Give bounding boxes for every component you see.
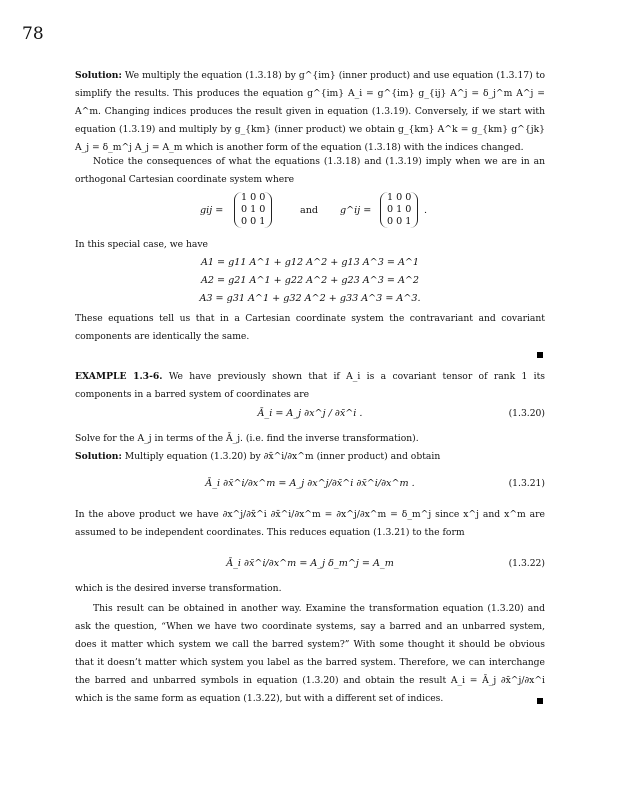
notice-paragraph: Notice the consequences of what the equations (1.3.18) and (1.3.19) imply when we are in an orthogonal Cartesian coordinate system where <box>75 156 545 185</box>
solution-paragraph-1 <box>75 67 545 157</box>
metric-period: . <box>424 205 428 216</box>
equation-number: (1.3.22) <box>508 558 545 569</box>
special-case-text: In this special case, we have <box>75 239 208 250</box>
above-product-paragraph: In the above product we have ∂x^j/∂x̄^i ∂x̄^i/∂x^m = ∂x^j/∂x^m = δ_m^j since x^j and x^m are assumed to be independent coordinates. This reduces equation (1.3.21) to the form <box>75 509 545 538</box>
solution-text-2: Multiply equation (1.3.20) by ∂x̄^i/∂x^m (inner product) and obtain <box>124 451 441 462</box>
page-number: 78 <box>22 24 44 44</box>
qed-mark <box>537 352 543 358</box>
and-word: and <box>300 205 319 216</box>
solution-label: Solution: <box>75 70 122 81</box>
alternative-derivation-paragraph: This result can be obtained in another way. Examine the transformation equation (1.3.20) and ask the question, “When we have two coordinate systems, say a barred and an unbarred system, does it matter which system we call the barred system?” With some thought it should be obvious that it doesn’t matter which system you label as the barred system. Therefore, we can interchange the barred and unbarred symbols in equation (1.3.20) and obtain the result A_i = Ā_j ∂x̄^j/∂x^i which is the same form as equation (1.3.22), but with a different set of indices. <box>75 603 545 704</box>
desired-inverse-text: which is the desired inverse transformation. <box>75 583 282 594</box>
equation-body: Ā_i ∂x̄^i/∂x^m = A_j δ_m^j = A_m <box>226 558 394 569</box>
metric-lhs-lower: gij = <box>200 205 224 216</box>
metric-matrix-lower: 1 0 0 0 1 0 0 0 1 <box>234 192 272 228</box>
solve-instruction: Solve for the A_j in terms of the Ā_j. (i.e. find the inverse transformation). <box>75 433 419 444</box>
solution-text: We multiply the equation (1.3.18) by g^{im} (inner product) and use equation (1.3.17) to simplify the results. This produces the equation g^{im} A_i = g^{im} g_{ij} A^j = δ_j^m A^j = A^m. Changing indices produces the result given in equation (1.3.19). Conversely, if we start with equation (1.3.19) and multiply by g_{km} (inner product) we obtain g_{km} A^k = g_{km} g^{jk} A_j = δ_m^j A_j = A_m which is another form of the equation (1.3.18) with the indices changed. <box>75 70 545 153</box>
equation-body: Ā_i = A_j ∂x^j / ∂x̄^i . <box>257 408 363 419</box>
example-label: EXAMPLE 1.3-6. <box>75 371 163 382</box>
metric-matrix-upper: 1 0 0 0 1 0 0 0 1 <box>380 192 418 228</box>
equation-number: (1.3.21) <box>508 478 545 489</box>
system-line-3: A3 = g31 A^1 + g32 A^2 + g33 A^3 = A^3. <box>199 293 421 304</box>
system-line-1: A1 = g11 A^1 + g12 A^2 + g13 A^3 = A^1 <box>200 257 420 268</box>
equation-body: Ā_i ∂x̄^i/∂x^m = A_j ∂x^j/∂x̄^i ∂x̄^i/∂x^m . <box>205 478 415 489</box>
equation-1-3-21 <box>75 470 545 500</box>
example-text: We have previously shown that if A_i is a covariant tensor of rank 1 its components in a barred system of coordinates are <box>75 371 546 400</box>
solution-label-2: Solution: <box>75 451 122 462</box>
example-paragraph <box>75 368 545 404</box>
equation-1-3-20 <box>75 400 545 430</box>
system-line-2: A2 = g21 A^1 + g22 A^2 + g23 A^3 = A^2 <box>200 275 420 286</box>
equation-number: (1.3.20) <box>508 408 545 419</box>
these-equations-paragraph: These equations tell us that in a Cartesian coordinate system the contravariant and covariant components are identically the same. <box>75 313 545 342</box>
solution-paragraph-2 <box>75 448 545 466</box>
component-system <box>75 254 545 308</box>
equation-1-3-22 <box>75 550 545 580</box>
metric-lhs-upper: g^ij = <box>340 205 372 216</box>
qed-mark-2 <box>537 698 543 704</box>
